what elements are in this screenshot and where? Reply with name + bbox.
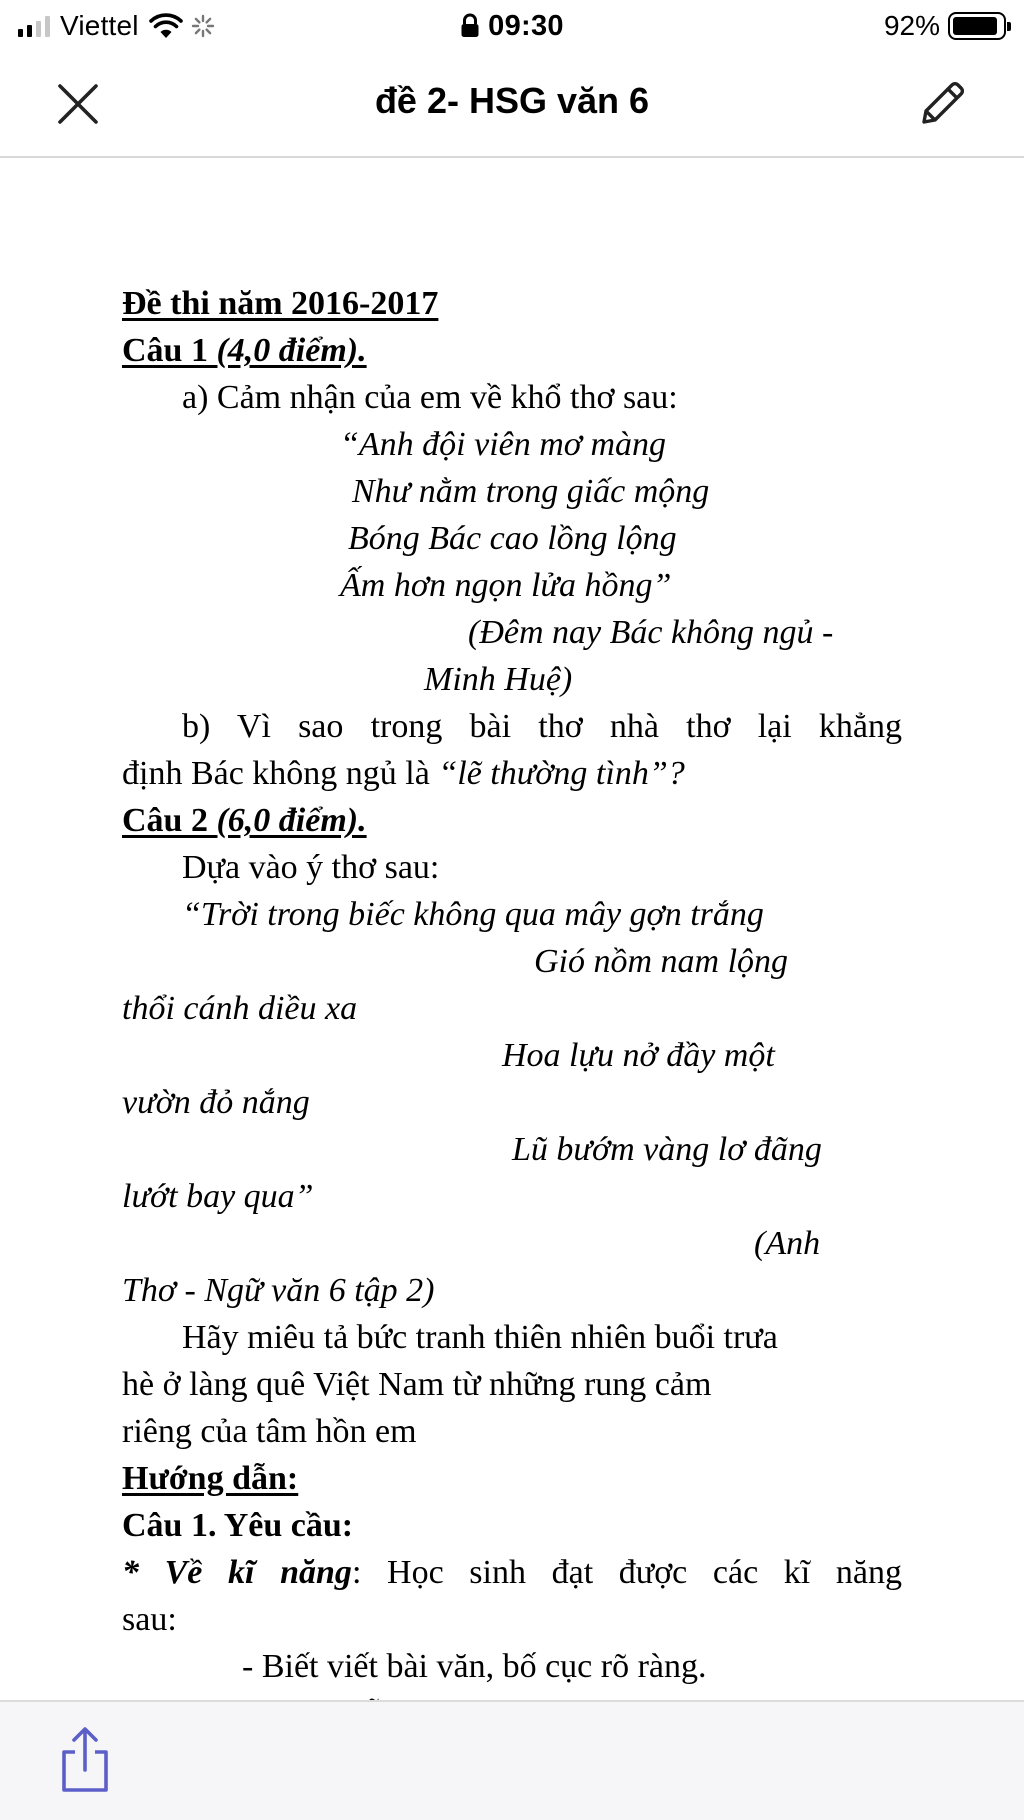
text-line: a) Cảm nhận của em về khổ thơ sau:: [182, 379, 678, 416]
poem-line: “Anh đội viên mơ màng: [340, 426, 667, 463]
poem-line: thổi cánh diều xa: [122, 990, 358, 1027]
battery-icon: [948, 12, 1006, 40]
document-viewer[interactable]: [0, 160, 1024, 1700]
poem-line: lướt bay qua”: [122, 1178, 314, 1215]
poem-line: Hoa lựu nở đầy một: [502, 1037, 775, 1074]
status-right: [884, 8, 1006, 44]
text-line: * Về kĩ năng: Học sinh đạt được các kĩ năng: [122, 1554, 902, 1591]
question-1-heading: Câu 1 (4,0 điểm).: [122, 332, 367, 369]
poem-source: (Đêm nay Bác không ngủ -: [468, 614, 834, 651]
pencil-edit-icon: [916, 78, 968, 130]
text-line: định Bác không ngủ là “lẽ thường tình”?: [122, 755, 685, 792]
poem-line: Bóng Bác cao lồng lộng: [348, 520, 677, 557]
poem-source: Minh Huệ): [424, 661, 573, 698]
edit-button[interactable]: [910, 72, 974, 136]
text-line: Dựa vào ý thơ sau:: [182, 849, 440, 886]
battery-level: [953, 17, 997, 35]
question-2-heading: Câu 2 (6,0 điểm).: [122, 802, 367, 839]
poem-source: Thơ - Ngữ văn 6 tập 2): [122, 1272, 435, 1309]
carrier-name: Viettel: [60, 10, 139, 41]
bottom-toolbar: [0, 1700, 1024, 1820]
document-title: đề 2- HSG văn 6: [374, 80, 650, 121]
poem-line: Lũ bướm vàng lơ đãng: [512, 1131, 822, 1168]
lock-icon: [460, 13, 480, 39]
poem-line: vườn đỏ nắng: [122, 1084, 310, 1121]
poem-line: Như nằm trong giấc mộng: [352, 473, 710, 510]
exam-heading: Đề thi năm 2016-2017: [122, 285, 439, 322]
share-button[interactable]: [52, 1724, 118, 1796]
status-bar: [0, 0, 1024, 52]
answer-1-heading: Câu 1. Yêu cầu:: [122, 1507, 354, 1544]
status-time: 09:30: [488, 9, 564, 42]
share-icon: [55, 1726, 115, 1794]
navigation-bar: [0, 52, 1024, 158]
text-line: hè ở làng quê Việt Nam từ những rung cảm: [122, 1366, 712, 1403]
text-line: sau:: [122, 1601, 177, 1638]
poem-line: “Trời trong biếc không qua mây gợn trắng: [182, 896, 764, 933]
guide-heading: Hướng dẫn:: [122, 1460, 299, 1497]
poem-line: Gió nồm nam lộng: [534, 943, 789, 980]
text-line: Hãy miêu tả bức tranh thiên nhiên buổi trưa: [182, 1319, 778, 1356]
poem-line: Ấm hơn ngọn lửa hồng”: [340, 567, 672, 604]
poem-source: (Anh: [754, 1225, 821, 1262]
text-line: b) Vì sao trong bài thơ nhà thơ lại khẳng: [182, 708, 902, 745]
document-page: [122, 280, 902, 1737]
battery-percent: 92%: [883, 10, 940, 41]
text-line: - Biết viết bài văn, bố cục rõ ràng.: [242, 1648, 707, 1685]
status-center: [0, 8, 1024, 44]
text-line: riêng của tâm hồn em: [122, 1413, 417, 1450]
